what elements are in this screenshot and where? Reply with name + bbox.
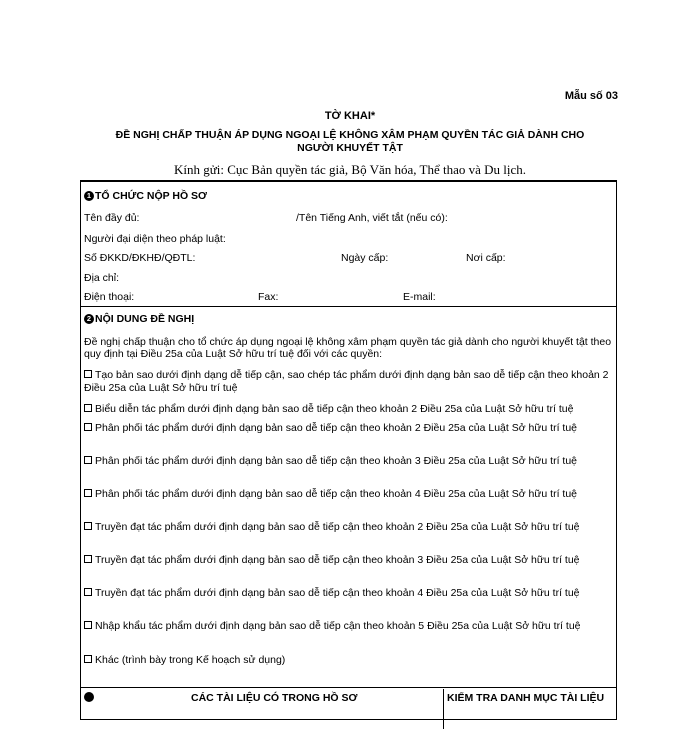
option-create-copy[interactable]: [84, 369, 616, 395]
option-perform[interactable]: [84, 403, 616, 416]
email-field[interactable]: E-mail:: [403, 291, 436, 303]
checkbox[interactable]: [84, 489, 92, 497]
section1-heading: [84, 190, 207, 202]
section2-title: NỘI DUNG ĐỀ NGHỊ: [95, 313, 195, 325]
legal-representative-field[interactable]: Người đại diện theo pháp luật:: [84, 233, 226, 245]
option-label: Truyền đạt tác phẩm dưới định dạng bản sao dễ tiếp cận theo khoản 3 Điều 25a của Luật Sở hữu trí tuệ: [95, 554, 580, 566]
checkbox[interactable]: [84, 555, 92, 563]
option-other[interactable]: [84, 654, 616, 667]
checkbox[interactable]: [84, 588, 92, 596]
option-label: Nhập khẩu tác phẩm dưới định dạng bản sao dễ tiếp cận theo khoản 5 Điều 25a của Luật Sở hữu trí tuệ: [95, 620, 581, 632]
checklist-heading: KIỂM TRA DANH MỤC TÀI LIỆU: [447, 692, 605, 704]
number-2-icon: 2: [84, 314, 94, 324]
issue-date-field[interactable]: Ngày cấp:: [341, 252, 389, 264]
section3-heading: [84, 692, 95, 706]
checkbox[interactable]: [84, 621, 92, 629]
option-communicate-k4[interactable]: [84, 587, 616, 600]
number-3-icon: [84, 692, 94, 702]
option-import-k5[interactable]: [84, 620, 616, 633]
checkbox[interactable]: [84, 456, 92, 464]
option-communicate-k2[interactable]: [84, 521, 616, 534]
issue-place-field[interactable]: Nơi cấp:: [466, 252, 506, 264]
section2-heading: [84, 313, 194, 325]
recipient-line: Kính gửi: Cục Bản quyền tác giả, Bộ Văn hóa, Thể thao và Du lịch.: [173, 162, 527, 177]
request-intro: Đề nghị chấp thuận cho tổ chức áp dụng ngoại lệ không xâm phạm quyền tác giả dành cho người khuyết tật theo quy định tại Điều 25a của Luật Sở hữu trí tuệ đối với các quyền:: [84, 336, 612, 360]
full-name-field[interactable]: Tên đầy đủ:: [84, 212, 140, 224]
option-label: Phân phối tác phẩm dưới định dạng bản sao dễ tiếp cận theo khoản 4 Điều 25a của Luật Sở hữu trí tuệ: [95, 488, 577, 500]
checkbox[interactable]: [84, 655, 92, 663]
phone-field[interactable]: Điện thoại:: [84, 291, 135, 303]
application-form: [80, 180, 617, 720]
option-label: Truyền đạt tác phẩm dưới định dạng bản sao dễ tiếp cận theo khoản 4 Điều 25a của Luật Sở hữu trí tuệ: [95, 587, 580, 599]
section-divider: [81, 687, 616, 688]
option-label: Biểu diễn tác phẩm dưới định dạng bản sao dễ tiếp cận theo khoản 2 Điều 25a của Luật Sở hữu trí tuệ: [95, 403, 574, 415]
checkbox[interactable]: [84, 404, 92, 412]
option-distribute-k4[interactable]: [84, 488, 616, 501]
column-divider: [443, 689, 444, 729]
fax-field[interactable]: Fax:: [258, 291, 279, 303]
option-label: Tạo bản sao dưới định dạng dễ tiếp cận, sao chép tác phẩm dưới định dạng bản sao dễ tiếp cận theo khoản 2 Điều 25a của Luật Sở hữu trí tuệ: [84, 369, 609, 394]
checkbox[interactable]: [84, 423, 92, 431]
option-label: Phân phối tác phẩm dưới định dạng bản sao dễ tiếp cận theo khoản 2 Điều 25a của Luật Sở hữu trí tuệ: [95, 422, 577, 434]
registration-number-field[interactable]: Số ĐKKD/ĐKHĐ/QĐTL:: [84, 252, 196, 264]
form-number: Mẫu số 03: [564, 90, 618, 102]
option-label: Khác (trình bày trong Kế hoạch sử dụng): [95, 654, 286, 666]
option-communicate-k3[interactable]: [84, 554, 616, 567]
number-1-icon: 1: [84, 191, 94, 201]
option-label: Truyền đạt tác phẩm dưới định dạng bản sao dễ tiếp cận theo khoản 2 Điều 25a của Luật Sở hữu trí tuệ: [95, 521, 580, 533]
section1-title: TỔ CHỨC NỘP HỒ SƠ: [95, 190, 207, 202]
option-label: Phân phối tác phẩm dưới định dạng bản sao dễ tiếp cận theo khoản 3 Điều 25a của Luật Sở hữu trí tuệ: [95, 455, 577, 467]
checkbox[interactable]: [84, 370, 92, 378]
page-title: TỜ KHAI*: [324, 110, 376, 122]
page-subtitle: ĐỀ NGHỊ CHẤP THUẬN ÁP DỤNG NGOẠI LỆ KHÔNG XÂM PHẠM QUYỀN TÁC GIẢ DÀNH CHO NGƯỜI KHUYẾT TẬT: [115, 129, 585, 154]
address-field[interactable]: Địa chỉ:: [84, 272, 120, 284]
option-distribute-k3[interactable]: [84, 455, 616, 468]
documents-heading: CÁC TÀI LIỆU CÓ TRONG HỒ SƠ: [191, 692, 358, 704]
english-name-field[interactable]: /Tên Tiếng Anh, viết tắt (nếu có):: [296, 212, 448, 224]
option-distribute-k2[interactable]: [84, 422, 616, 435]
section-divider: [81, 306, 616, 307]
checkbox[interactable]: [84, 522, 92, 530]
